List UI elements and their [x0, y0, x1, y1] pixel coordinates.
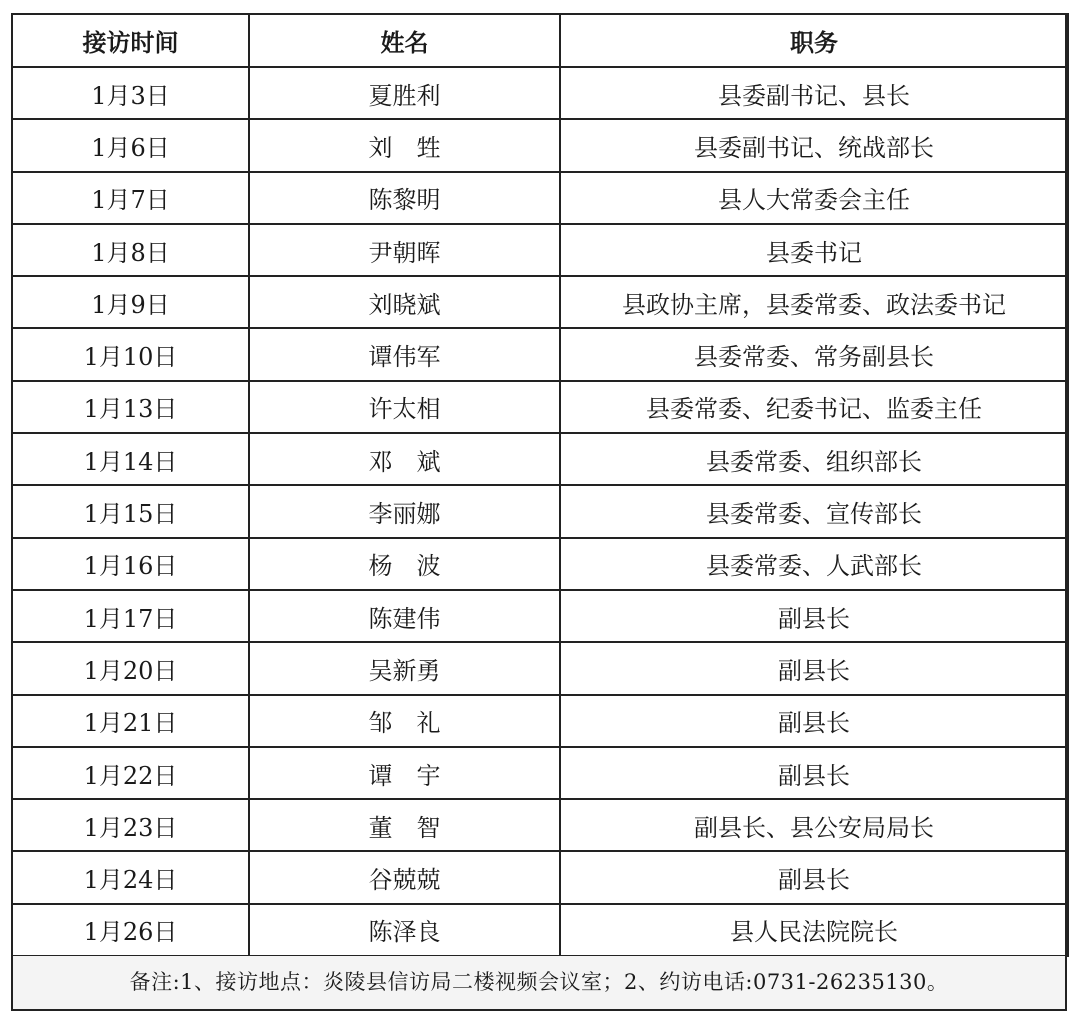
position-cell: 副县长	[560, 590, 1068, 642]
visit-date-cell: 1月21日	[12, 695, 249, 747]
visit-date-cell: 1月26日	[12, 904, 249, 956]
visit-date-cell: 1月13日	[12, 381, 249, 433]
visit-schedule-table	[11, 13, 1069, 957]
position-cell: 县委常委、宣传部长	[560, 485, 1068, 537]
name-cell: 李丽娜	[249, 485, 560, 537]
footnote-remarks: 备注:1、接访地点：炎陵县信访局二楼视频会议室；2、约访电话:0731-26235130。	[13, 956, 1065, 1009]
table-row	[12, 590, 1068, 642]
name-cell: 陈建伟	[249, 590, 560, 642]
table-row	[12, 224, 1068, 276]
header-visit-date: 接访时间	[12, 14, 249, 67]
visit-date-cell: 1月17日	[12, 590, 249, 642]
visit-date-cell: 1月23日	[12, 799, 249, 851]
header-position: 职务	[560, 14, 1068, 67]
position-cell: 副县长	[560, 695, 1068, 747]
name-cell: 杨 波	[249, 538, 560, 590]
name-cell: 夏胜利	[249, 67, 560, 119]
visit-date-cell: 1月24日	[12, 851, 249, 903]
table-row	[12, 747, 1068, 799]
table-row	[12, 276, 1068, 328]
visit-date-cell: 1月14日	[12, 433, 249, 485]
name-cell: 吴新勇	[249, 642, 560, 694]
table-row	[12, 67, 1068, 119]
visit-date-cell: 1月20日	[12, 642, 249, 694]
table-row	[12, 695, 1068, 747]
position-cell: 县委副书记、统战部长	[560, 119, 1068, 171]
position-cell: 县委常委、常务副县长	[560, 328, 1068, 380]
visit-date-cell: 1月3日	[12, 67, 249, 119]
name-cell: 谷兢兢	[249, 851, 560, 903]
table-row	[12, 851, 1068, 903]
position-cell: 县委副书记、县长	[560, 67, 1068, 119]
table-row	[12, 328, 1068, 380]
header-name: 姓名	[249, 14, 560, 67]
position-cell: 副县长	[560, 642, 1068, 694]
name-cell: 刘晓斌	[249, 276, 560, 328]
name-cell: 谭 宇	[249, 747, 560, 799]
name-cell: 邹 礼	[249, 695, 560, 747]
name-cell: 陈泽良	[249, 904, 560, 956]
position-cell: 县委常委、组织部长	[560, 433, 1068, 485]
name-cell: 尹朝晖	[249, 224, 560, 276]
position-cell: 县政协主席，县委常委、政法委书记	[560, 276, 1068, 328]
position-cell: 县委常委、人武部长	[560, 538, 1068, 590]
table-row	[12, 119, 1068, 171]
table-row	[12, 485, 1068, 537]
table-row	[12, 904, 1068, 956]
visit-date-cell: 1月6日	[12, 119, 249, 171]
name-cell: 谭伟军	[249, 328, 560, 380]
table-row	[12, 433, 1068, 485]
position-cell: 副县长	[560, 851, 1068, 903]
position-cell: 副县长	[560, 747, 1068, 799]
name-cell: 董 智	[249, 799, 560, 851]
position-cell: 县人大常委会主任	[560, 172, 1068, 224]
name-cell: 邓 斌	[249, 433, 560, 485]
table-row	[12, 642, 1068, 694]
visit-date-cell: 1月15日	[12, 485, 249, 537]
visit-date-cell: 1月8日	[12, 224, 249, 276]
position-cell: 县委书记	[560, 224, 1068, 276]
visit-date-cell: 1月16日	[12, 538, 249, 590]
visit-date-cell: 1月7日	[12, 172, 249, 224]
visit-date-cell: 1月9日	[12, 276, 249, 328]
name-cell: 刘 甡	[249, 119, 560, 171]
name-cell: 许太相	[249, 381, 560, 433]
position-cell: 县人民法院院长	[560, 904, 1068, 956]
table-row	[12, 172, 1068, 224]
visit-date-cell: 1月10日	[12, 328, 249, 380]
position-cell: 副县长、县公安局局长	[560, 799, 1068, 851]
table-row	[12, 538, 1068, 590]
name-cell: 陈黎明	[249, 172, 560, 224]
table-row	[12, 799, 1068, 851]
table-header-row	[12, 14, 1068, 67]
table-row	[12, 381, 1068, 433]
position-cell: 县委常委、纪委书记、监委主任	[560, 381, 1068, 433]
visit-date-cell: 1月22日	[12, 747, 249, 799]
